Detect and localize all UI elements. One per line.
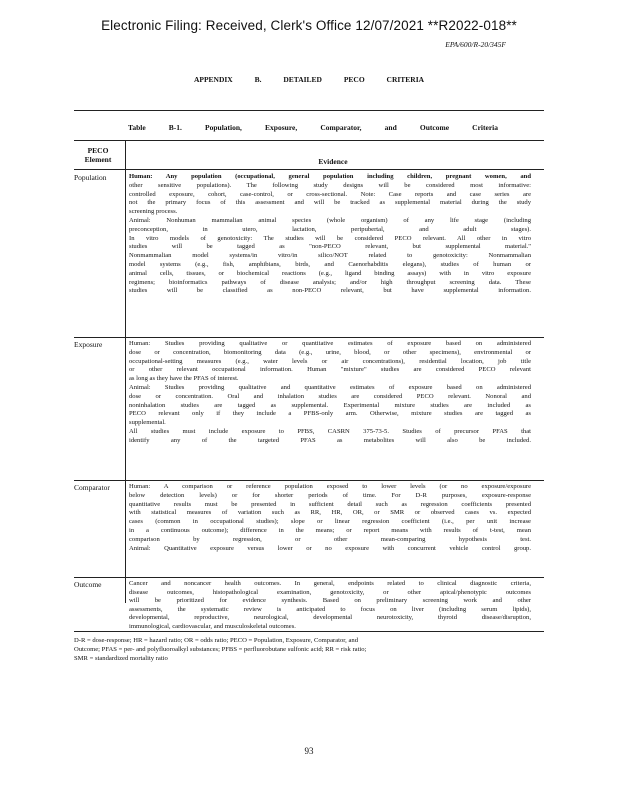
exposure-line: Animal: Studies providing qualitative and quantitative estimates of exposure based on administered [129, 383, 531, 391]
exposure-line: as long as they have the PFAS of interest. [129, 375, 239, 383]
exposure-line: PECO relevant only if they include a PFBS-only arm. Otherwise, mixture studies are tagged as [129, 410, 531, 418]
outcome-line: immunological, cardiovascular, and musculoskeletal outcomes. [129, 622, 296, 630]
footnote-line: SMR = standardized mortality ratio [74, 655, 168, 662]
top-rule [74, 110, 544, 111]
filing-stamp: Electronic Filing: Received, Clerk's Office 12/07/2021 **R2022-018** [101, 18, 517, 33]
caption-rule [74, 140, 544, 141]
row-rule [74, 577, 544, 578]
population-line: animal cells, tissues, or biochemical reactions (e.g., ligand binding assays) with in vitro exposure [129, 269, 531, 277]
population-line: model systems (e.g., fish, amphibians, birds, and Caenorhabditis elegans), studies of human or [129, 260, 531, 268]
footnote-line: Outcome; PFAS = per- and polyfluoroalkyl substances; PFBS = perfluorobutane sulfonic acid; RR = risk ratio; [74, 646, 367, 653]
population-line: studies will be tagged as "non-PECO relevant, but supplemental material." [129, 243, 531, 251]
comparator-evidence [129, 483, 531, 553]
population-line: Nonmammalian model systems/in vitro/in silico/NOT related to genotoxicity: Nonmammalian [129, 252, 531, 260]
comparator-line: in a continuous outcome); difference in the means; or report means with results of t-test, mean [129, 526, 531, 534]
row-rule [74, 480, 544, 481]
page-number: 93 [304, 746, 314, 756]
outcome-line: assessments, the systematic review is anticipated to focus on liver (including serum lipids), [129, 605, 531, 613]
exposure-line: Human: Studies providing qualitative or quantitative estimates of exposure based on administered [129, 340, 531, 347]
exposure-line: All studies must include exposure to PFBS, CASRN 375-73-5. Studies of precursor PFAS that [129, 427, 531, 435]
table-bottom-rule [74, 631, 544, 632]
population-line: preconception, in utero, lactation, peripubertal, and adult stages). [129, 225, 531, 233]
population-line: other sensitive populations). The following study designs will be considered most informative: [129, 181, 531, 189]
row-label-comparator: Comparator [74, 483, 110, 492]
table-caption: Table B-1. Population, Exposure, Comparator, and Outcome Criteria [128, 123, 498, 132]
comparator-line: with statistical measures of variation such as RR, HR, OR, or SMR or observed cases vs. expected [129, 509, 531, 517]
outcome-line: disease outcomes, histopathological examination, genotoxicity, or other apical/phenotypic outcomes [129, 588, 531, 596]
footnote-line: D-R = dose-response; HR = hazard ratio; OR = odds ratio; PECO = Population, Exposure, Comparator, and [74, 637, 358, 644]
outcome-evidence [129, 580, 531, 632]
row-label-outcome: Outcome [74, 580, 102, 589]
comparator-line: comparison by regression, or other mean-comparing hypothesis test. [129, 535, 531, 543]
population-line: regimens; bioinformatics pathways of disease analysis; and/or high throughput screening data. These [129, 278, 531, 286]
column-header-peco-element: PECO Element [84, 146, 112, 164]
comparator-line: Human: A comparison or reference population exposed to lower levels (or no exposure/exposure [129, 483, 531, 490]
header-rule [74, 169, 544, 170]
comparator-line: below detection levels) or for shorter periods of time. For D-R purposes, exposure-response [129, 491, 531, 499]
population-line: not the primary focus of this assessment and will be tracked as supplemental material during the study [129, 199, 531, 207]
column-divider [125, 140, 126, 603]
exposure-line: noninhalation studies are tagged as supplemental. Experimental mixture studies are included as [129, 401, 531, 409]
exposure-line: supplemental. [129, 419, 166, 427]
row-label-exposure: Exposure [74, 340, 103, 349]
row-label-population: Population [74, 173, 107, 182]
comparator-line: cases (common in occupational studies); slope or linear regression coefficient (i.e., per unit increase [129, 518, 531, 526]
population-line: screening process. [129, 208, 178, 216]
exposure-line: occupational-setting measures (e.g., water levels or air concentrations), residential location, job title [129, 357, 531, 365]
exposure-line: dose or concentration, biomonitoring data (e.g., urine, blood, or other specimens), environmental or [129, 348, 531, 356]
exposure-evidence [129, 340, 531, 446]
exposure-line: dose or concentration. Oral and inhalation studies are considered PECO relevant. Nonoral and [129, 392, 531, 400]
outcome-line: Cancer and noncancer health outcomes. In general, endpoints related to clinical diagnostic criteria, [129, 580, 531, 587]
population-line: controlled exposure, cohort, case-control, or cross-sectional. Note: Case reports and case series are [129, 190, 531, 198]
population-line: Animal: Nonhuman mammalian animal species (whole organism) of any life stage (including [129, 216, 531, 224]
document-id: EPA/600/R-20/345F [445, 40, 506, 49]
population-evidence [129, 173, 531, 296]
population-line: In vitro models of genotoxicity: The studies will be considered PECO relevant. All other in vitro [129, 234, 531, 242]
outcome-line: will be prioritized for evidence synthesis. Based on preliminary screening work and other [129, 597, 531, 605]
population-line: Human: Any population (occupational, general population including children, pregnant women, and [129, 173, 531, 180]
comparator-line: quantitative results must be presented in sufficient detail such as regression coefficients presented [129, 500, 531, 508]
row-rule [74, 337, 544, 338]
appendix-title: APPENDIX B. DETAILED PECO CRITERIA [193, 75, 425, 84]
outcome-line: developmental, reproductive, neurological, developmental neurotoxicity, thyroid disease/disruption, [129, 614, 531, 622]
column-header-evidence: Evidence [318, 157, 348, 166]
comparator-line: Animal: Quantitative exposure versus lower or no exposure with concurrent vehicle control group. [129, 544, 531, 552]
exposure-line: identify any of the targeted PFAS as metabolites will also be included. [129, 436, 531, 444]
population-line: studies will be classified as non-PECO relevant, but have supplemental information. [129, 287, 531, 295]
table-footnote [74, 636, 504, 663]
exposure-line: or other relevant occupational information. Human "mixture" studies are considered PECO relevant [129, 366, 531, 374]
